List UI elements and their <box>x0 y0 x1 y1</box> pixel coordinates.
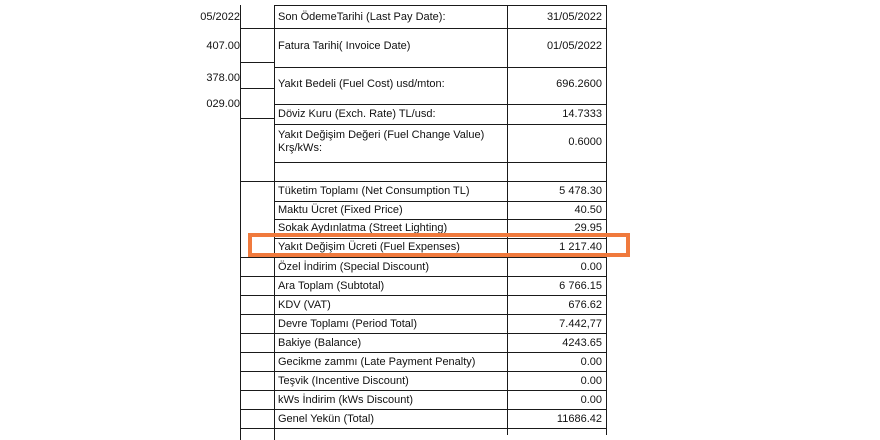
row-line <box>274 295 607 296</box>
row-value-invoice-date: 01/05/2022 <box>546 40 602 52</box>
left-row-line <box>240 333 274 334</box>
row-label-invoice-date: Fatura Tarihi( Invoice Date) <box>278 40 411 52</box>
row-line <box>274 257 607 258</box>
row-line <box>274 352 607 353</box>
row-label-balance: Bakiye (Balance) <box>278 337 362 349</box>
left-row-line <box>240 62 274 63</box>
row-value-fuel-change-value: 0.6000 <box>568 136 602 148</box>
row-label-subtotal: Ara Toplam (Subtotal) <box>278 280 385 292</box>
row-label-fuel-change-value: Yakıt Değişim Değeri (Fuel Change Value) Krş/kWs: <box>278 129 485 154</box>
left-cut-last-pay-date: 05/2022 <box>200 11 240 23</box>
left-row-line <box>240 428 274 429</box>
left-row-line <box>240 409 274 410</box>
left-row-line <box>240 352 274 353</box>
table-border-label-left <box>274 5 275 440</box>
row-value-street-lighting: 29.95 <box>574 222 602 234</box>
left-row-line <box>240 181 274 182</box>
row-value-late-payment-penalty: 0.00 <box>580 356 602 368</box>
row-label-net-consumption: Tüketim Toplamı (Net Consumption TL) <box>278 185 470 197</box>
row-label-fuel-cost: Yakıt Bedeli (Fuel Cost) usd/mton: <box>278 78 445 90</box>
left-row-line <box>240 88 274 89</box>
row-label-period-total: Devre Toplamı (Period Total) <box>278 318 417 330</box>
row-line <box>274 219 607 220</box>
row-value-vat: 676.62 <box>568 299 602 311</box>
row-label-late-payment-penalty: Gecikme zammı (Late Payment Penalty) <box>278 356 476 368</box>
row-line <box>274 428 607 429</box>
row-label-incentive-discount: Teşvik (Incentive Discount) <box>278 375 409 387</box>
left-row-line <box>240 257 274 258</box>
left-row-line <box>240 390 274 391</box>
table-border-left-cut <box>240 5 241 440</box>
row-label-fuel-expenses: Yakıt Değişim Ücreti (Fuel Expenses) <box>278 241 460 253</box>
left-row-line <box>240 276 274 277</box>
row-line <box>274 181 607 182</box>
left-cut-invoice-date: 407.00 <box>206 40 240 52</box>
row-value-total: 11686.42 <box>556 413 602 425</box>
row-line <box>274 201 607 202</box>
row-value-kws-discount: 0.00 <box>580 394 602 406</box>
row-line <box>274 162 607 163</box>
left-cut-exch-rate: 029.00 <box>206 98 240 110</box>
row-label-exch-rate: Döviz Kuru (Exch. Rate) TL/usd: <box>278 108 436 120</box>
row-line <box>274 390 607 391</box>
row-line <box>274 314 607 315</box>
row-label-total: Genel Yekün (Total) <box>278 413 375 425</box>
row-value-balance: 4243.65 <box>562 337 602 349</box>
left-row-line <box>240 295 274 296</box>
row-line <box>274 371 607 372</box>
row-value-subtotal: 6 766.15 <box>559 280 602 292</box>
row-line <box>274 333 607 334</box>
row-value-fuel-expenses: 1 217.40 <box>559 241 602 253</box>
row-label-fixed-price: Maktu Ücret (Fixed Price) <box>278 204 403 216</box>
row-value-incentive-discount: 0.00 <box>580 375 602 387</box>
row-label-kws-discount: kWs İndirim (kWs Discount) <box>278 394 414 406</box>
left-row-line <box>240 118 274 119</box>
row-label-special-discount: Özel İndirim (Special Discount) <box>278 261 429 273</box>
row-label-vat: KDV (VAT) <box>278 299 331 311</box>
left-cut-fuel-cost: 378.00 <box>206 72 240 84</box>
row-value-special-discount: 0.00 <box>580 261 602 273</box>
row-line <box>274 124 607 125</box>
left-row-line <box>240 28 274 29</box>
left-row-line <box>240 314 274 315</box>
row-line <box>274 28 607 29</box>
row-value-fixed-price: 40.50 <box>574 204 602 216</box>
row-value-period-total: 7.442,77 <box>559 318 602 330</box>
row-line <box>274 5 607 6</box>
fuel-expenses-highlight-box <box>248 233 630 257</box>
row-value-last-pay-date: 31/05/2022 <box>546 11 602 23</box>
row-value-exch-rate: 14.7333 <box>562 108 602 120</box>
row-line <box>274 104 607 105</box>
row-line <box>274 409 607 410</box>
row-label-last-pay-date: Son ÖdemeTarihi (Last Pay Date): <box>278 11 446 23</box>
row-line <box>274 67 607 68</box>
row-label-street-lighting: Sokak Aydınlatma (Street Lighting) <box>278 222 448 234</box>
row-value-fuel-cost: 696.2600 <box>556 78 602 90</box>
row-line <box>274 276 607 277</box>
row-value-net-consumption: 5 478.30 <box>559 185 602 197</box>
left-row-line <box>240 371 274 372</box>
